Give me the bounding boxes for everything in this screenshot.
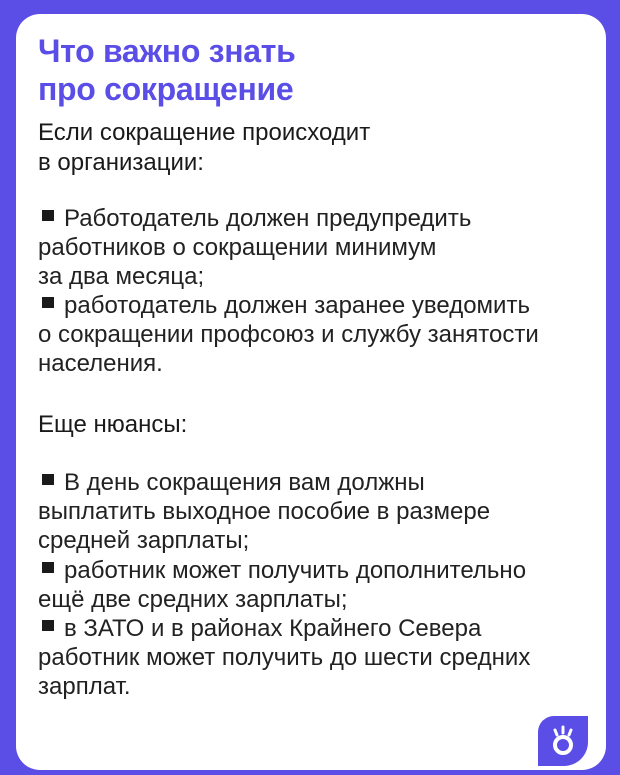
section-1-heading bbox=[38, 118, 370, 178]
bullet-square-icon bbox=[42, 474, 54, 485]
section-2-item-1-line-1: В день сокращения вам должны bbox=[64, 469, 425, 496]
section-1-heading-line-1: Если сокращение происходит bbox=[38, 119, 371, 146]
title-line-2: про сокращение bbox=[38, 71, 294, 107]
smiley-logo-icon bbox=[538, 716, 588, 766]
section-1-item-2 bbox=[38, 291, 539, 378]
section-2-heading-text: Еще нюансы: bbox=[38, 411, 188, 438]
section-1-item-2-line-3: населения. bbox=[38, 350, 163, 377]
bullet-square-icon bbox=[42, 562, 54, 573]
section-1-heading-line-2: в организации: bbox=[38, 149, 204, 176]
section-1-item-1 bbox=[38, 204, 471, 291]
page-title bbox=[38, 32, 296, 108]
section-2-item-2-line-1: работник может получить дополнительно bbox=[64, 557, 527, 584]
section-2-item-2 bbox=[38, 556, 526, 614]
section-2-item-1-line-3: средней зарплаты; bbox=[38, 527, 250, 554]
section-2-item-3 bbox=[38, 614, 530, 701]
bullet-square-icon bbox=[42, 210, 54, 221]
section-2-item-3-line-3: зарплат. bbox=[38, 673, 131, 700]
section-2-heading bbox=[38, 410, 187, 440]
section-2-item-3-line-1: в ЗАТО и в районах Крайнего Севера bbox=[64, 615, 482, 642]
section-2-item-3-line-2: работник может получить до шести средних bbox=[38, 644, 531, 671]
bullet-square-icon bbox=[42, 620, 54, 631]
section-1-item-1-line-2: работников о сокращении минимум bbox=[38, 234, 437, 261]
title-line-1: Что важно знать bbox=[38, 33, 296, 69]
section-2-item-1-line-2: выплатить выходное пособие в размере bbox=[38, 498, 491, 525]
section-1-item-2-line-1: работодатель должен заранее уведомить bbox=[64, 292, 530, 319]
section-1-item-2-line-2: о сокращении профсоюз и службу занятости bbox=[38, 321, 539, 348]
section-2-item-1 bbox=[38, 468, 490, 555]
bullet-square-icon bbox=[42, 297, 54, 308]
section-2-item-2-line-2: ещё две средних зарплаты; bbox=[38, 586, 348, 613]
section-1-item-1-line-3: за два месяца; bbox=[38, 263, 205, 290]
section-1-item-1-line-1: Работодатель должен предупредить bbox=[64, 205, 472, 232]
content-card bbox=[16, 14, 606, 770]
